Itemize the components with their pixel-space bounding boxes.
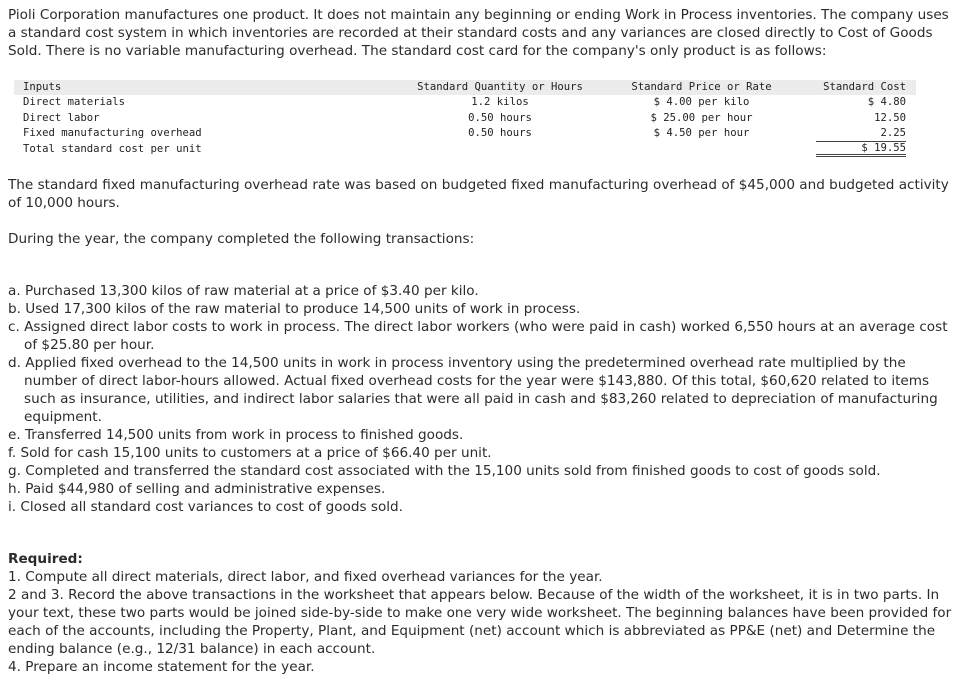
total-label: Total standard cost per unit bbox=[23, 142, 202, 155]
cost-card-row-direct-labor bbox=[14, 111, 916, 127]
total-value: $ 19.55 bbox=[816, 141, 906, 157]
transaction-item: c. Assigned direct labor costs to work in process. The direct labor workers (who were paid in cash) worked 6,550 hours at an average cost of $25.80 per hour. bbox=[8, 319, 948, 353]
row-price: $ 4.50 per hour bbox=[653, 127, 750, 139]
header-standard-quantity: Standard Quantity or Hours bbox=[417, 81, 583, 93]
required-item: 4. Prepare an income statement for the year. bbox=[8, 659, 315, 675]
transaction-item: g. Completed and transferred the standard cost associated with the 15,100 units sold from finished goods to cost of goods sold. bbox=[8, 463, 881, 479]
row-input: Direct materials bbox=[23, 96, 126, 108]
cost-card-row-direct-materials bbox=[14, 95, 916, 111]
transactions-lead-paragraph: During the year, the company completed the following transactions: bbox=[8, 231, 475, 247]
cost-card-row-fixed-overhead bbox=[14, 126, 916, 142]
row-qty: 0.50 hours bbox=[468, 127, 532, 139]
row-qty: 1.2 kilos bbox=[471, 96, 529, 108]
row-input: Direct labor bbox=[23, 111, 100, 124]
required-item: 2 and 3. Record the above transactions in the worksheet that appears below. Because of the width of the worksheet, it is in two parts. In your text, these two parts would be joined side-by-side to make one very wide worksheet. The beginning balances have been provided for each of the accounts, including the Property, Plant, and Equipment (net) account which is abbreviated as PP&E (net) and Determine the ending balance (e.g., 12/31 balance) in each account. bbox=[8, 587, 952, 657]
transaction-item: d. Applied fixed overhead to the 14,500 units in work in process inventory using the predetermined overhead rate multiplied by the number of direct labor-hours allowed. Actual fixed overhead costs for the year were $143,880. Of this total, $60,620 related to items such as insurance, utilities, and indirect labor salaries that were all paid in cash and $83,260 related to depreciation of manufacturing equipment. bbox=[8, 355, 938, 425]
required-item: 1. Compute all direct materials, direct labor, and fixed overhead variances for the year. bbox=[8, 569, 603, 585]
cost-card-header-row bbox=[14, 80, 916, 95]
row-price: $ 4.00 per kilo bbox=[653, 96, 750, 108]
row-cost: $ 4.80 bbox=[867, 96, 906, 108]
transactions-list bbox=[8, 282, 953, 516]
row-qty: 0.50 hours bbox=[468, 111, 532, 124]
transaction-item: b. Used 17,300 kilos of the raw material to produce 14,500 units of work in process. bbox=[8, 301, 581, 317]
transaction-item: e. Transferred 14,500 units from work in process to finished goods. bbox=[8, 427, 464, 443]
header-standard-price: Standard Price or Rate bbox=[631, 81, 772, 93]
row-price: $ 25.00 per hour bbox=[650, 111, 753, 124]
row-cost: 2.25 bbox=[880, 127, 906, 139]
standard-cost-card bbox=[14, 80, 916, 157]
row-cost: 12.50 bbox=[874, 111, 906, 124]
header-inputs: Inputs bbox=[23, 81, 62, 93]
required-section bbox=[8, 550, 953, 676]
transaction-item: i. Closed all standard cost variances to cost of goods sold. bbox=[8, 499, 404, 515]
intro-paragraph: Pioli Corporation manufactures one product. It does not maintain any beginning or ending Work in Process inventories. The company uses a standard cost system in which inventories are recorded at their standard costs and any variances are closed directly to Cost of Goods Sold. There is no variable manufacturing overhead. The standard cost card for the company's only product is as follows: bbox=[8, 7, 949, 59]
required-heading: Required: bbox=[8, 551, 83, 567]
transaction-item: a. Purchased 13,300 kilos of raw material at a price of $3.40 per kilo. bbox=[8, 283, 479, 299]
row-input: Fixed manufacturing overhead bbox=[23, 127, 202, 139]
transaction-item: f. Sold for cash 15,100 units to customers at a price of $66.40 per unit. bbox=[8, 445, 492, 461]
cost-card-total-row bbox=[14, 142, 916, 158]
header-standard-cost: Standard Cost bbox=[823, 81, 906, 93]
fixed-overhead-rate-paragraph: The standard fixed manufacturing overhead rate was based on budgeted fixed manufacturing overhead of $45,000 and budgeted activity of 10,000 hours. bbox=[8, 177, 949, 211]
required-list bbox=[8, 568, 953, 676]
transaction-item: h. Paid $44,980 of selling and administrative expenses. bbox=[8, 481, 386, 497]
